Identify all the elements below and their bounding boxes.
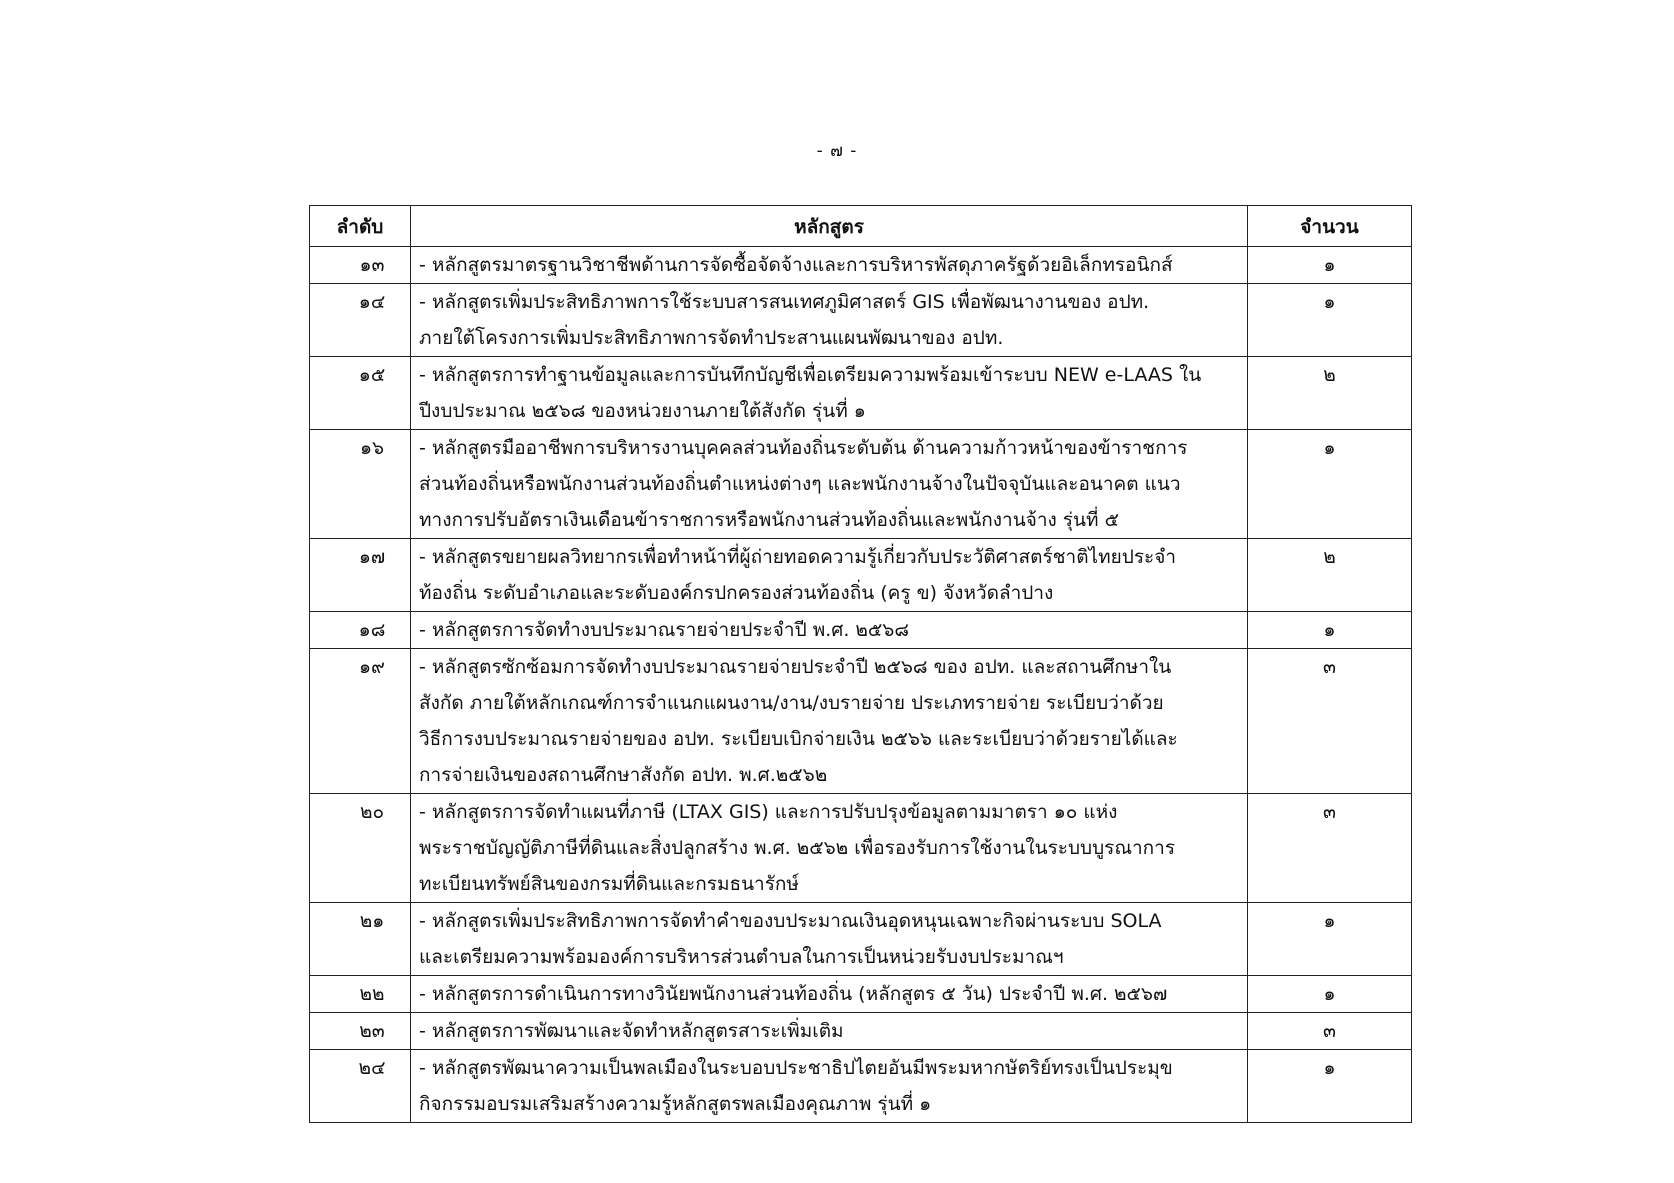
course-line: - หลักสูตรการพัฒนาและจัดทำหลักสูตรสาระเพิ่มเติม — [419, 1020, 844, 1042]
table-row — [310, 430, 1412, 539]
row-order-value: ๑๗ — [358, 546, 386, 568]
row-order — [310, 612, 411, 649]
course-line: - หลักสูตรการจัดทำงบประมาณรายจ่ายประจำปี พ.ศ. ๒๕๖๘ — [419, 619, 910, 641]
course-line: ทะเบียนทรัพย์สินของกรมที่ดินและกรมธนารักษ์ — [419, 873, 799, 895]
row-count: ๑ — [1248, 1050, 1412, 1123]
header-count: จำนวน — [1248, 206, 1412, 247]
row-count: ๑ — [1248, 284, 1412, 357]
table-row — [310, 247, 1412, 284]
row-order — [310, 539, 411, 612]
table-row — [310, 794, 1412, 903]
row-course — [411, 903, 1248, 976]
course-line: - หลักสูตรการดำเนินการทางวินัยพนักงานส่วนท้องถิ่น (หลักสูตร ๕ วัน) ประจำปี พ.ศ. ๒๕๖๗ — [419, 983, 1168, 1005]
course-line: ส่วนท้องถิ่นหรือพนักงานส่วนท้องถิ่นตำแหน่งต่างๆ และพนักงานจ้างในปัจจุบันและอนาคต แนว — [419, 473, 1181, 495]
header-course: หลักสูตร — [411, 206, 1248, 247]
row-order — [310, 284, 411, 357]
row-count: ๑ — [1248, 612, 1412, 649]
course-line: ทางการปรับอัตราเงินเดือนข้าราชการหรือพนักงานส่วนท้องถิ่นและพนักงานจ้าง รุ่นที่ ๕ — [419, 509, 1119, 531]
row-order-value: ๑๔ — [358, 291, 386, 313]
row-course — [411, 539, 1248, 612]
row-course — [411, 430, 1248, 539]
row-count: ๑ — [1248, 903, 1412, 976]
course-line: - หลักสูตรมาตรฐานวิชาชีพด้านการจัดซื้อจัดจ้างและการบริหารพัสดุภาครัฐด้วยอิเล็กทรอนิกส์ — [419, 254, 1173, 276]
row-order-value: ๑๓ — [359, 254, 385, 276]
row-order — [310, 649, 411, 794]
row-count: ๓ — [1248, 1013, 1412, 1050]
page-number: - ๗ - — [816, 141, 858, 161]
row-course — [411, 1050, 1248, 1123]
row-order-value: ๑๘ — [358, 619, 386, 641]
row-course — [411, 357, 1248, 430]
table-body — [310, 247, 1412, 1123]
course-line: และเตรียมความพร้อมองค์การบริหารส่วนตำบลในการเป็นหน่วยรับงบประมาณฯ — [419, 946, 1064, 968]
row-count: ๒ — [1248, 357, 1412, 430]
row-order — [310, 976, 411, 1013]
course-line: - หลักสูตรซักซ้อมการจัดทำงบประมาณรายจ่ายประจำปี ๒๕๖๘ ของ อปท. และสถานศึกษาใน — [419, 656, 1172, 678]
row-count: ๓ — [1248, 794, 1412, 903]
course-table — [309, 205, 1412, 1123]
course-line: ปีงบประมาณ ๒๕๖๘ ของหน่วยงานภายใต้สังกัด รุ่นที่ ๑ — [419, 400, 866, 422]
row-order — [310, 1013, 411, 1050]
course-line: - หลักสูตรขยายผลวิทยากรเพื่อทำหน้าที่ผู้ถ่ายทอดความรู้เกี่ยวกับประวัติศาสตร์ชาติไทยประจำ — [419, 546, 1177, 568]
row-course — [411, 649, 1248, 794]
row-order — [310, 1050, 411, 1123]
course-line: ท้องถิ่น ระดับอำเภอและระดับองค์กรปกครองส่วนท้องถิ่น (ครู ข) จังหวัดลำปาง — [419, 582, 1054, 604]
table-row — [310, 976, 1412, 1013]
table-row — [310, 1050, 1412, 1123]
row-course — [411, 794, 1248, 903]
course-line: - หลักสูตรเพิ่มประสิทธิภาพการจัดทำคำของบประมาณเงินอุดหนุนเฉพาะกิจผ่านระบบ SOLA — [419, 910, 1162, 932]
row-order — [310, 430, 411, 539]
row-order-value: ๑๖ — [359, 437, 385, 459]
table-row — [310, 649, 1412, 794]
course-line: กิจกรรมอบรมเสริมสร้างความรู้หลักสูตรพลเมืองคุณภาพ รุ่นที่ ๑ — [419, 1093, 932, 1115]
table-row — [310, 1013, 1412, 1050]
course-line: การจ่ายเงินของสถานศึกษาสังกัด อปท. พ.ศ.๒๕๖๒ — [419, 764, 828, 786]
row-count: ๑ — [1248, 976, 1412, 1013]
row-count: ๑ — [1248, 247, 1412, 284]
course-line: วิธีการงบประมาณรายจ่ายของ อปท. ระเบียบเบิกจ่ายเงิน ๒๕๖๖ และระเบียบว่าด้วยรายได้และ — [419, 728, 1178, 750]
course-line: - หลักสูตรเพิ่มประสิทธิภาพการใช้ระบบสารสนเทศภูมิศาสตร์ GIS เพื่อพัฒนางานของ อปท. — [419, 291, 1150, 313]
row-count: ๓ — [1248, 649, 1412, 794]
row-order-value: ๑๙ — [359, 656, 385, 678]
row-order-value: ๒๐ — [359, 801, 385, 823]
row-order — [310, 903, 411, 976]
course-line: ภายใต้โครงการเพิ่มประสิทธิภาพการจัดทำประสานแผนพัฒนาของ อปท. — [419, 327, 1004, 349]
course-line: สังกัด ภายใต้หลักเกณฑ์การจำแนกแผนงาน/งาน/งบรายจ่าย ประเภทรายจ่าย ระเบียบว่าด้วย — [419, 692, 1164, 714]
table-row — [310, 903, 1412, 976]
course-line: - หลักสูตรการจัดทำแผนที่ภาษี (LTAX GIS) และการปรับปรุงข้อมูลตามมาตรา ๑๐ แห่ง — [419, 801, 1118, 823]
row-order-value: ๑๕ — [358, 364, 386, 386]
row-count: ๑ — [1248, 430, 1412, 539]
row-course — [411, 612, 1248, 649]
row-order-value: ๒๔ — [358, 1057, 386, 1079]
table-row — [310, 612, 1412, 649]
row-order — [310, 794, 411, 903]
row-order — [310, 247, 411, 284]
table-row — [310, 284, 1412, 357]
row-course — [411, 284, 1248, 357]
row-order-value: ๒๓ — [359, 1020, 385, 1042]
row-order-value: ๒๑ — [359, 910, 385, 932]
course-line: - หลักสูตรพัฒนาความเป็นพลเมืองในระบอบประชาธิปไตยอันมีพระมหากษัตริย์ทรงเป็นประมุข — [419, 1057, 1173, 1079]
table-header-row — [310, 206, 1412, 247]
course-line: - หลักสูตรการทำฐานข้อมูลและการบันทึกบัญชีเพื่อเตรียมความพร้อมเข้าระบบ NEW e-LAAS ใน — [419, 364, 1202, 386]
row-count: ๒ — [1248, 539, 1412, 612]
row-course — [411, 1013, 1248, 1050]
row-course — [411, 976, 1248, 1013]
table-row — [310, 539, 1412, 612]
course-line: พระราชบัญญัติภาษีที่ดินและสิ่งปลูกสร้าง พ.ศ. ๒๕๖๒ เพื่อรองรับการใช้งานในระบบบูรณาการ — [419, 837, 1176, 859]
header-order: ลำดับ — [310, 206, 411, 247]
row-order — [310, 357, 411, 430]
table-row — [310, 357, 1412, 430]
row-course — [411, 247, 1248, 284]
row-order-value: ๒๒ — [359, 983, 385, 1005]
course-line: - หลักสูตรมืออาชีพการบริหารงานบุคคลส่วนท้องถิ่นระดับต้น ด้านความก้าวหน้าของข้าราชการ — [419, 437, 1188, 459]
